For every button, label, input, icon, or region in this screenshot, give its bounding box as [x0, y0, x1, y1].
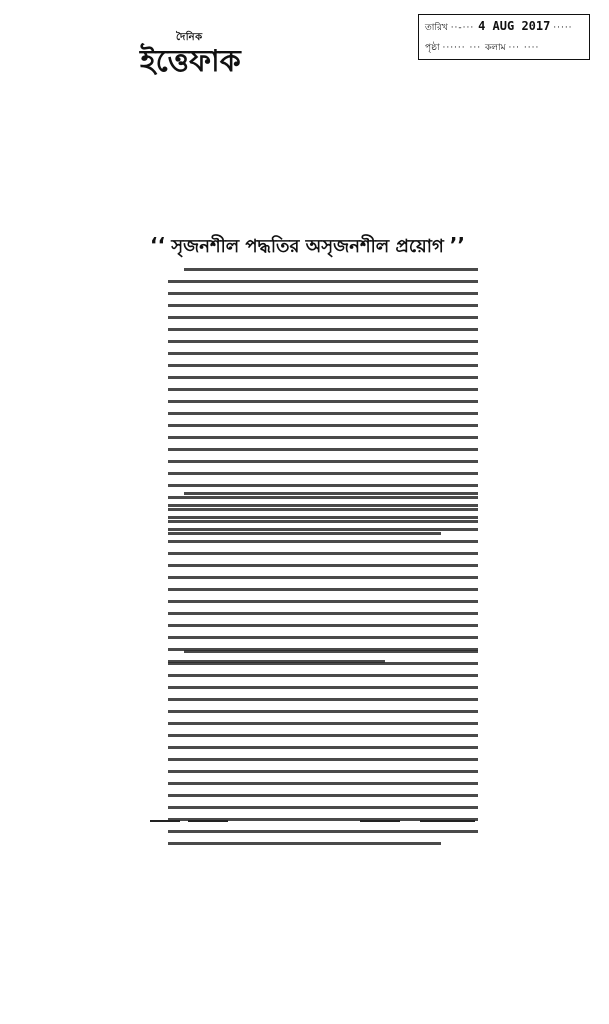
stamp-dots: ··-··· — [450, 23, 479, 33]
masthead-title: ইত্তেফাক — [140, 44, 241, 79]
text-line — [168, 722, 478, 725]
text-line — [168, 698, 478, 701]
text-line — [168, 576, 478, 579]
text-line — [168, 662, 478, 665]
text-line — [168, 388, 478, 391]
text-line — [168, 734, 478, 737]
masthead-kicker: দৈনিক — [176, 32, 203, 43]
article-headline — [150, 232, 480, 256]
stamp-column-label: কলাম — [484, 43, 506, 53]
text-line — [168, 484, 478, 487]
bottom-rule — [360, 820, 400, 822]
text-line — [168, 376, 478, 379]
text-line — [168, 588, 478, 591]
text-line — [168, 782, 478, 785]
close-quote-mark: ’’ — [449, 233, 465, 257]
text-line — [168, 710, 478, 713]
text-line — [168, 412, 478, 415]
text-line — [184, 492, 478, 495]
text-line — [168, 770, 478, 773]
bottom-rule — [188, 820, 228, 822]
text-line — [168, 424, 478, 427]
headline-text: সৃজনশীল পদ্ধতির অসৃজনশীল প্রয়োগ — [171, 236, 444, 257]
text-line — [168, 400, 478, 403]
clipping-stamp — [418, 14, 590, 60]
text-line — [168, 472, 478, 475]
open-quote-mark: ‘‘ — [150, 233, 166, 257]
stamp-date-label: তারিখ — [425, 23, 448, 33]
stamp-page-row: পৃষ্ঠা ······ ··· কলাম ··· ···· — [425, 43, 540, 53]
text-line — [168, 564, 478, 567]
text-line — [168, 540, 478, 543]
text-line — [168, 686, 478, 689]
text-line — [168, 528, 478, 531]
bottom-rule — [420, 820, 475, 822]
text-line — [168, 448, 478, 451]
text-line — [168, 516, 478, 519]
text-line — [168, 436, 478, 439]
stamp-page-label: পৃষ্ঠা — [425, 43, 440, 53]
article-paragraph-3 — [168, 650, 478, 854]
text-line — [168, 612, 478, 615]
text-line — [168, 600, 478, 603]
text-line — [168, 624, 478, 627]
text-line — [168, 636, 478, 639]
text-line — [168, 328, 478, 331]
text-line — [168, 340, 478, 343]
article-paragraph-2 — [168, 492, 478, 672]
text-line — [184, 650, 478, 653]
text-line — [168, 304, 478, 307]
text-line — [168, 364, 478, 367]
text-line — [168, 758, 478, 761]
text-line — [168, 460, 478, 463]
stamp-date-value: 4 AUG 2017 — [478, 19, 551, 33]
text-line — [168, 830, 478, 833]
bottom-rule — [150, 820, 180, 822]
text-line — [168, 316, 478, 319]
text-line — [168, 674, 478, 677]
newspaper-masthead — [140, 30, 241, 77]
text-line — [168, 842, 441, 845]
text-line — [168, 806, 478, 809]
text-line — [168, 352, 478, 355]
text-line — [168, 552, 478, 555]
text-line — [168, 504, 478, 507]
text-line — [168, 280, 478, 283]
text-line — [168, 292, 478, 295]
text-line — [168, 794, 478, 797]
text-line — [184, 268, 478, 271]
text-line — [168, 746, 478, 749]
stamp-date-row: তারিখ ··-··· 4 AUG 2017 ····· — [425, 19, 573, 33]
